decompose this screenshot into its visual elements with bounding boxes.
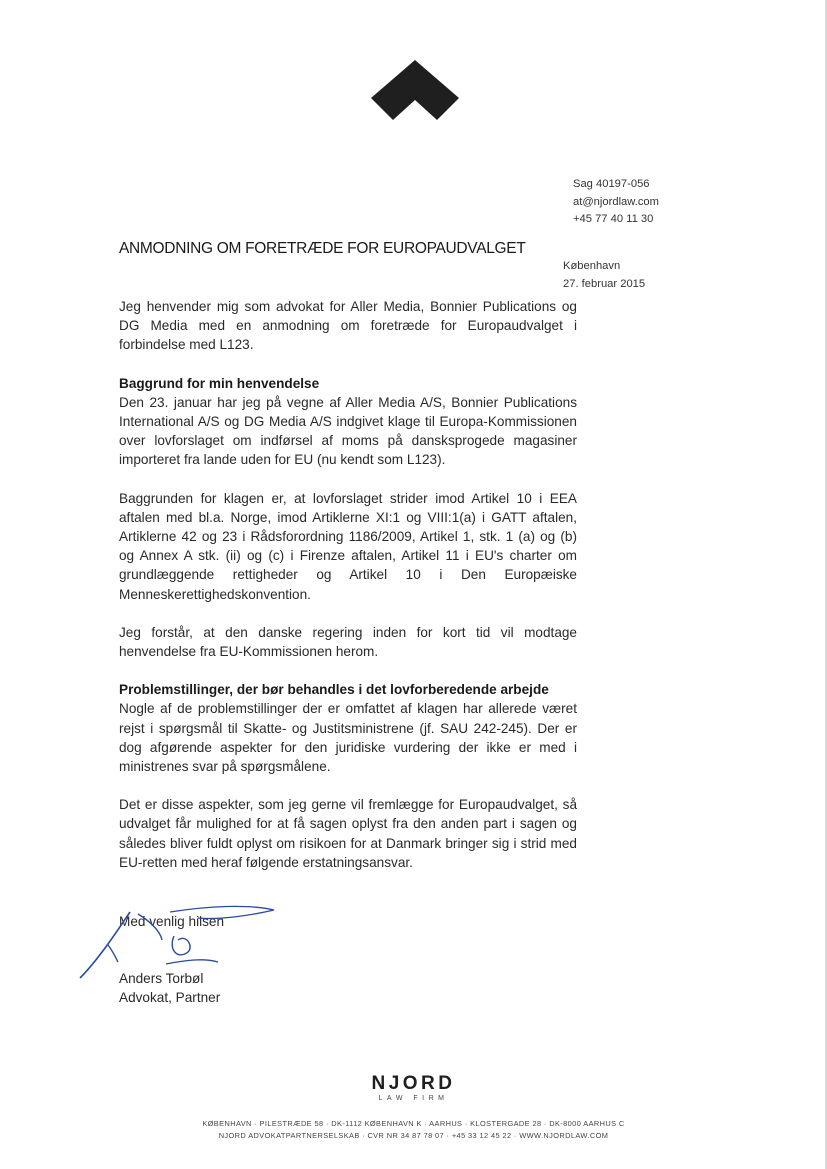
section-heading-issues: Problemstillinger, der bør behandles i det lovforberedende arbejde [119, 682, 549, 698]
paragraph: Det er disse aspekter, som jeg gerne vil fremlægge for Europaudvalget, så udvalget får mulighed for at få sagen oplyst fra den anden part i sagen og således bliver fuldt oplyst om risikoen for at Danmark bringer sig i strid med EU-retten med heraf følgende erstatningsansvar. [119, 797, 577, 870]
njord-chevron-logo [371, 60, 459, 120]
case-reference [573, 176, 659, 229]
brand-name: NJORD [371, 1073, 456, 1094]
paragraph: Baggrunden for klagen er, at lovforslaget strider imod Artikel 10 i EEA aftalen med bl.a. Norge, imod Artiklerne XI:1 og VIII:1(a) i GATT aftalen, Artiklerne 42 og 23 i Rådsforordning 1186/2009, Artikel 1, stk. 1 (a) og (b) og Annex A stk. (ii) og (c) i Firenze aftalen, Artikel 11 i EU's charter om grundlæggende rettigheder og Artikel 10 i Den Europæiske Menneskerettighedskonvention. [119, 490, 577, 602]
letter-title: ANMODNING OM FORETRÆDE FOR EUROPAUDVALGET [119, 240, 526, 257]
footer-addresses: KØBENHAVN · PILESTRÆDE 58 · DK-1112 KØBENHAVN K · AARHUS · KLOSTERGADE 28 · DK-8000 AARHUS C [202, 1119, 625, 1128]
date: 27. februar 2015 [563, 277, 646, 290]
contact-email: at@njordlaw.com [573, 195, 659, 208]
intro-paragraph: Jeg henvender mig som advokat for Aller Media, Bonnier Publications og DG Media med en anmodning om foretræde for Europaudvalget i forbindelse med L123. [119, 299, 577, 353]
letter-body [119, 297, 577, 872]
footer [0, 1118, 827, 1141]
njord-brand [0, 1073, 827, 1102]
paragraph: Nogle af de problemstillinger der er omfattet af klagen har allerede været rejst i spørgsmål til Skatte- og Justitsministrene (jf. SAU 242-245). Der er dog afgørende aspekter for den juridiske vurdering der ikke er med i ministrenes svar på spørgsmålene. [119, 701, 577, 775]
signer-name: Anders Torbøl [119, 971, 204, 987]
signer-role: Advokat, Partner [119, 990, 221, 1006]
paragraph: Jeg forstår, at den danske regering inden for kort tid vil modtage henvendelse fra EU-Kommissionen herom. [119, 624, 577, 660]
case-number: Sag 40197-056 [573, 178, 650, 190]
brand-subtitle: LAW FIRM [378, 1095, 449, 1102]
city: København [563, 260, 621, 272]
contact-phone: +45 77 40 11 30 [573, 213, 654, 226]
closing-greeting: Med venlig hilsen [119, 914, 225, 929]
footer-company-info: NJORD ADVOKATPARTNERSELSKAB · CVR NR 34 87 78 07 · +45 33 12 45 22 · WWW.NJORDLAW.COM [218, 1130, 609, 1140]
handwritten-signature [78, 900, 288, 990]
place-and-date [563, 258, 645, 293]
section-heading-background: Baggrund for min henvendelse [119, 375, 320, 391]
paragraph: Den 23. januar har jeg på vegne af Aller Media A/S, Bonnier Publications International A/S og DG Media A/S indgivet klage til Europa-Kommissionen over lovforslaget om indførsel af moms på dansksprogede magasiner importeret fra lande uden for EU (nu kendt som L123). [119, 394, 577, 468]
